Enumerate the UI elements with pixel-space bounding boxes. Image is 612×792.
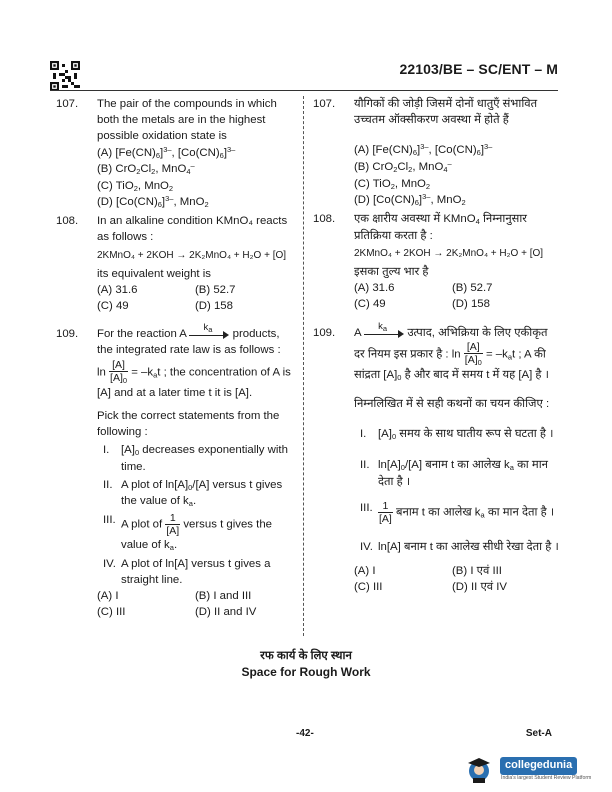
statement-1: I. $[A]_0$ decreases exponentially with time.	[103, 443, 288, 473]
option-b: (B) $CrO_2Cl_2$, MnO$_4$–	[97, 161, 195, 177]
question-109-hi	[313, 320, 561, 596]
option-d: (D) 158	[195, 300, 233, 313]
question-stem: यौगिकों की जोड़ी जिसमें दोनों धातुएँ संभावित उच्चतम ऑक्सीकरण अवस्था में होते हैं	[354, 98, 538, 127]
option-d: (D) $[Co(CN)_6]^{3-}$, MnO$_2$	[97, 194, 209, 210]
question-stem-cont: इसका तुल्य भार है	[354, 265, 429, 278]
fraction: $\frac{[A]}{[A]_0}$	[110, 358, 128, 385]
question-108-hi	[313, 211, 561, 313]
option-d: (D) $[Co(CN)_6]^{3-}$, MnO$_2$	[354, 192, 466, 208]
english-column	[56, 96, 296, 621]
question-number: 107.	[56, 98, 79, 110]
question-stem: In an alkaline condition KMnO₄ reacts as follows :	[97, 215, 288, 244]
statement-1: I. $[A]_0$ समय के साथ घातीय रूप से घटता है ।	[360, 428, 554, 442]
option-a: (A) I	[354, 565, 376, 577]
option-a: (A) I	[97, 590, 119, 603]
statement-4: IV. ln[A] बनाम t का आलेख सीधी रेखा देता है ।	[360, 540, 559, 553]
option-c: (C) TiO$_2$, MnO$_2$	[97, 179, 174, 193]
option-c: (C) III	[354, 581, 383, 594]
question-number: 107.	[313, 98, 336, 110]
graduate-icon	[464, 754, 494, 784]
instruction: Pick the correct statements from the following :	[97, 409, 280, 438]
statement-3: III. $\frac{1}{[A]}$ बनाम t का आलेख $k_a$ का मान देता है ।	[360, 499, 555, 525]
brand-tagline: India's largest Student Review Platform	[501, 775, 592, 781]
question-109-en	[56, 322, 296, 620]
option-a: (A) $[Fe(CN)_6]^{3-}$, $[Co(CN)_6]^{3-}$	[354, 142, 493, 158]
fraction: $\frac{[A]}{[A]_0}$	[464, 340, 482, 367]
question-108-en	[56, 213, 296, 314]
option-a: (A) 31.6	[97, 283, 138, 296]
hindi-column	[313, 96, 561, 595]
question-stem: The pair of the compounds in which both the metals are in the highest possible oxidation state is	[97, 98, 277, 143]
rough-work-label: Space for Rough Work	[241, 665, 371, 679]
option-b: (B) $CrO_2Cl_2$, MnO$_4$–	[354, 159, 452, 175]
question-stem: एक क्षारीय अवस्था में KMnO$_4$ निम्नानुसार प्रतिक्रिया करता है :	[354, 212, 527, 242]
fraction: $\frac{1}{[A]}$	[379, 499, 392, 525]
option-b: (B) I एवं III	[452, 565, 502, 577]
option-c: (C) 49	[97, 300, 129, 313]
option-c: (C) TiO$_2$, MnO$_2$	[354, 177, 431, 191]
question-number: 108.	[56, 215, 79, 228]
option-b: (B) 52.7	[452, 282, 493, 295]
fraction: $\frac{1}{[A]}$	[166, 511, 180, 538]
header-rule	[50, 90, 558, 91]
option-a: (A) $[Fe(CN)_6]^{3-}$, $[Co(CN)_6]^{3-}$	[97, 144, 236, 160]
column-divider	[303, 96, 304, 636]
qr-code	[50, 61, 80, 91]
statement-4: IV. A plot of ln[A] versus t gives a straight line.	[103, 557, 271, 586]
statement-3: III. A plot of $\frac{1}{[A]}$ versus t gives the value of $k_a$.	[103, 511, 272, 553]
option-d: (D) II and IV	[195, 606, 257, 619]
rate-arrow: $k_a$	[189, 328, 229, 340]
brand-name: collegedunia	[500, 757, 577, 775]
option-b: (B) I and III	[195, 590, 252, 603]
question-number: 109.	[56, 328, 79, 341]
statement-2: II. $\ln[A]_0/[A]$ बनाम t का आलेख $k_a$ का मान देता है ।	[360, 458, 549, 488]
set-label: Set-A	[525, 728, 552, 739]
option-c: (C) III	[97, 606, 126, 619]
option-a: (A) 31.6	[354, 282, 395, 295]
option-c: (C) 49	[354, 298, 386, 311]
option-d: (D) 158	[452, 298, 490, 311]
question-number: 108.	[313, 212, 336, 225]
question-107-hi	[313, 96, 561, 209]
instruction: निम्नलिखित में से सही कथनों का चयन कीजिए :	[354, 398, 550, 411]
question-stem: For the reaction A $k_a$ products, the integrated rate law is as follows :	[97, 322, 281, 357]
option-b: (B) 52.7	[195, 283, 236, 296]
question-number: 109.	[313, 326, 336, 339]
paper-code: 22103/BE – SC/ENT – M	[399, 61, 558, 77]
option-d: (D) II एवं IV	[452, 581, 508, 594]
rate-law: ln $\frac{[A]}{[A]_0}$ = $-k_at$ ; the concentration of A is [A] and at a later time t it is [A].	[97, 358, 291, 400]
rough-work-label-hindi: रफ कार्य के लिए स्थान	[260, 650, 352, 662]
statement-2: II. A plot of $\ln[A]_0/[A]$ versus t gives the value of $k_a$.	[103, 478, 283, 509]
question-stem: A $k_a$ उत्पाद, अभिक्रिया के लिए एकीकृत दर नियम इस प्रकार है : ln $\frac{[A]}{[A]_0}$ = $-k_at$ ; A की सांद्रता $[A]_0$ है और बाद में समय t में यह [A] है ।	[354, 320, 549, 383]
page-number: -42-	[296, 728, 314, 739]
question-stem-cont: its equivalent weight is	[97, 267, 211, 280]
reaction-equation: 2KMnO₄ + 2KOH → 2K₂MnO₄ + H₂O + [O]	[97, 249, 287, 261]
question-107-en	[56, 96, 296, 211]
reaction-equation: 2KMnO₄ + 2KOH → 2K₂MnO₄ + H₂O + [O]	[354, 247, 544, 259]
rate-arrow: $k_a$	[364, 327, 404, 339]
collegedunia-watermark	[464, 752, 604, 788]
